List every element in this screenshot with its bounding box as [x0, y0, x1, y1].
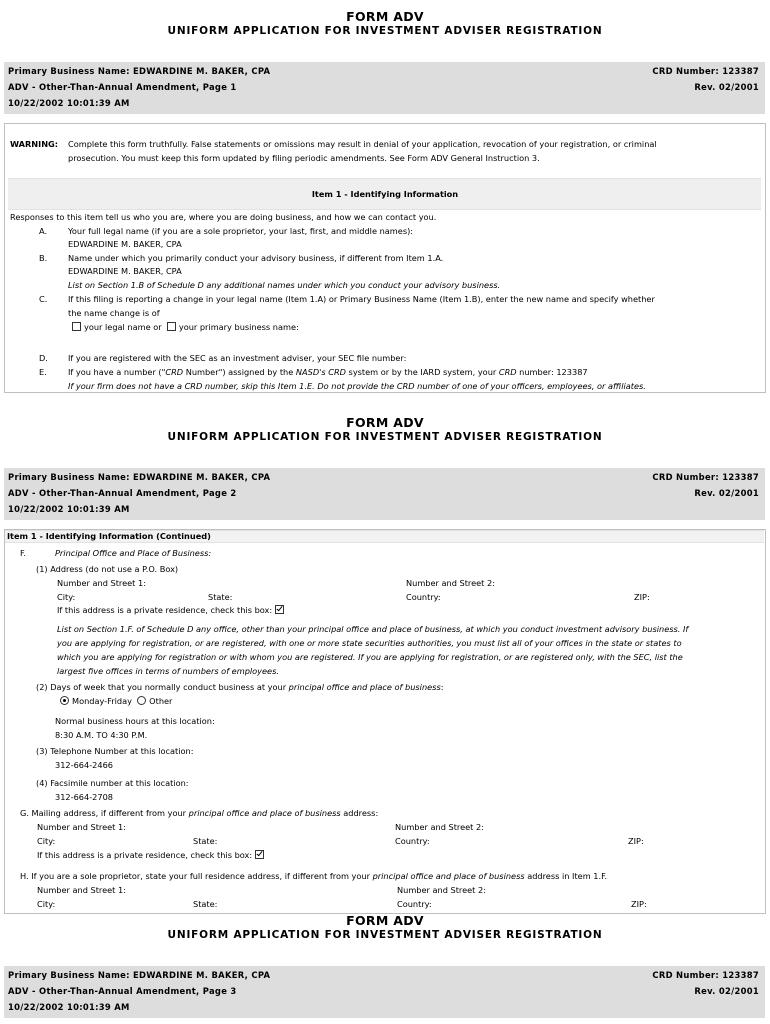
item-b-letter: B.	[39, 253, 48, 263]
crd-number: CRD Number: 123387	[652, 970, 759, 980]
timestamp: 10/22/2002 10:01:39 AM	[8, 98, 130, 108]
f-street2: Number and Street 2:	[406, 578, 495, 588]
warning-text-1: Complete this form truthfully. False statements or omissions may result in denial of your application, revocation of your registration, or criminal	[68, 139, 657, 149]
item-c-letter: C.	[39, 294, 48, 304]
item-b-question: Name under which you primarily conduct your advisory business, if different from Item 1.A.	[68, 253, 444, 263]
h-street2: Number and Street 2:	[397, 885, 486, 895]
h-street1: Number and Street 1:	[37, 885, 126, 895]
g-private-residence: If this address is a private residence, check this box:	[37, 850, 264, 860]
business-name: Primary Business Name: EDWARDINE M. BAKER, CPA	[8, 970, 271, 980]
f-private-residence-checkbox[interactable]	[275, 605, 284, 614]
g-state: State:	[193, 836, 218, 846]
business-name-checkbox[interactable]	[167, 322, 176, 331]
page-label: ADV - Other-Than-Annual Amendment, Page 3	[8, 986, 237, 996]
item-c-line2: the name change is of	[68, 308, 160, 318]
form-subtitle-2: UNIFORM APPLICATION FOR INVESTMENT ADVISER REGISTRATION	[167, 431, 603, 443]
f-street1: Number and Street 1:	[57, 578, 146, 588]
item-d-question: If you are registered with the SEC as an investment adviser, your SEC file number:	[68, 353, 407, 363]
business-name: Primary Business Name: EDWARDINE M. BAKER, CPA	[8, 472, 271, 482]
business-name: Primary Business Name: EDWARDINE M. BAKER, CPA	[8, 66, 271, 76]
legal-name-checkbox[interactable]	[72, 322, 81, 331]
item-b-note: List on Section 1.B of Schedule D any additional names under which you conduct your advisory business.	[68, 280, 501, 290]
item-a-answer: EDWARDINE M. BAKER, CPA	[68, 239, 182, 249]
item-e-letter: E.	[39, 367, 47, 377]
item-c-line1: If this filing is reporting a change in your legal name (Item 1.A) or Primary Business Name (Item 1.B), enter the new name and specify whether	[68, 294, 655, 304]
f-zip: ZIP:	[634, 592, 650, 602]
f-list-3: which you are applying for registration or with whom you are registered. If you are applying for registration, or are registered only, with the SEC, list the	[57, 652, 683, 662]
page-label: ADV - Other-Than-Annual Amendment, Page 2	[8, 488, 237, 498]
page-header-2	[4, 468, 765, 520]
g-country: Country:	[395, 836, 430, 846]
f-address-label: (1) Address (do not use a P.O. Box)	[36, 564, 179, 574]
f-city: City:	[57, 592, 76, 602]
page-label: ADV - Other-Than-Annual Amendment, Page 1	[8, 82, 237, 92]
f-days-options	[60, 696, 172, 706]
f-hours-label: Normal business hours at this location:	[55, 716, 215, 726]
f-hours-value: 8:30 A.M. TO 4:30 P.M.	[55, 730, 148, 740]
item-a-question: Your full legal name (if you are a sole proprietor, your last, first, and middle names):	[68, 226, 414, 236]
form-subtitle-3: UNIFORM APPLICATION FOR INVESTMENT ADVISER REGISTRATION	[167, 929, 603, 941]
monday-friday-radio[interactable]	[60, 696, 69, 705]
f-list-1: List on Section 1.F. of Schedule D any office, other than your principal office and place of business, at which you conduct investment advisory business. If	[57, 624, 689, 634]
f-list-4: largest five offices in terms of numbers of employees.	[57, 666, 279, 676]
g-city: City:	[37, 836, 56, 846]
item1-heading: Item 1 - Identifying Information	[311, 189, 459, 199]
h-state: State:	[193, 899, 218, 909]
timestamp: 10/22/2002 10:01:39 AM	[8, 504, 130, 514]
revision: Rev. 02/2001	[694, 82, 759, 92]
g-street1: Number and Street 1:	[37, 822, 126, 832]
item-g-question: G. Mailing address, if different from your principal office and place of business address:	[20, 808, 379, 818]
revision: Rev. 02/2001	[694, 986, 759, 996]
item-d-letter: D.	[39, 353, 48, 363]
f-days-label: (2) Days of week that you normally conduct business at your principal office and place of business:	[36, 682, 444, 692]
f-private-residence: If this address is a private residence, check this box:	[57, 605, 284, 615]
business-name-label: your primary business name:	[178, 322, 299, 332]
warning-label: WARNING:	[10, 139, 59, 149]
form-title-2: FORM ADV	[346, 415, 424, 430]
item-e-note: If your firm does not have a CRD number, skip this Item 1.E. Do not provide the CRD number of one of your officers, employees, or affiliates.	[68, 381, 646, 391]
item-b-answer: EDWARDINE M. BAKER, CPA	[68, 266, 182, 276]
revision: Rev. 02/2001	[694, 488, 759, 498]
item-f-title: Principal Office and Place of Business:	[55, 548, 212, 558]
f-phone-value: 312-664-2466	[55, 760, 114, 770]
g-street2: Number and Street 2:	[395, 822, 484, 832]
form-title-1: FORM ADV	[346, 9, 424, 24]
f-fax-value: 312-664-2708	[55, 792, 114, 802]
item-c-options	[72, 322, 299, 332]
form-subtitle-1: UNIFORM APPLICATION FOR INVESTMENT ADVISER REGISTRATION	[167, 25, 603, 37]
item-f-letter: F.	[20, 548, 26, 558]
g-zip: ZIP:	[628, 836, 644, 846]
g-private-residence-checkbox[interactable]	[255, 850, 264, 859]
item-a-letter: A.	[39, 226, 48, 236]
f-country: Country:	[406, 592, 441, 602]
f-list-2: you are applying for registration, or are registered, with one or more state securities authorities, you must list all of your offices in the state or states to	[57, 638, 682, 648]
item-e-question: If you have a number ("CRD Number") assigned by the NASD's CRD system or by the IARD system, your CRD number: 123387	[68, 367, 588, 377]
h-country: Country:	[397, 899, 432, 909]
timestamp: 10/22/2002 10:01:39 AM	[8, 1002, 130, 1012]
other-days-radio[interactable]	[137, 696, 146, 705]
monday-friday-label: Monday-Friday	[72, 696, 132, 706]
other-days-label: Other	[149, 696, 173, 706]
item1-cont-heading: Item 1 - Identifying Information (Continued)	[7, 531, 211, 541]
form-title-3: FORM ADV	[346, 913, 424, 928]
item1-intro: Responses to this item tell us who you are, where you are doing business, and how we can contact you.	[10, 212, 437, 222]
f-fax-label: (4) Facsimile number at this location:	[36, 778, 189, 788]
item-h-question: H. If you are a sole proprietor, state your full residence address, if different from your principal office and place of business address in Item 1.F.	[20, 871, 608, 881]
h-zip: ZIP:	[631, 899, 647, 909]
warning-text-2: prosecution. You must keep this form updated by filing periodic amendments. See Form ADV General Instruction 3.	[68, 153, 540, 163]
legal-name-label: your legal name or	[84, 322, 162, 332]
page-header-3	[4, 966, 765, 1018]
crd-number: CRD Number: 123387	[652, 66, 759, 76]
page-header-1	[4, 62, 765, 114]
h-city: City:	[37, 899, 56, 909]
crd-number: CRD Number: 123387	[652, 472, 759, 482]
f-state: State:	[208, 592, 233, 602]
f-phone-label: (3) Telephone Number at this location:	[36, 746, 194, 756]
